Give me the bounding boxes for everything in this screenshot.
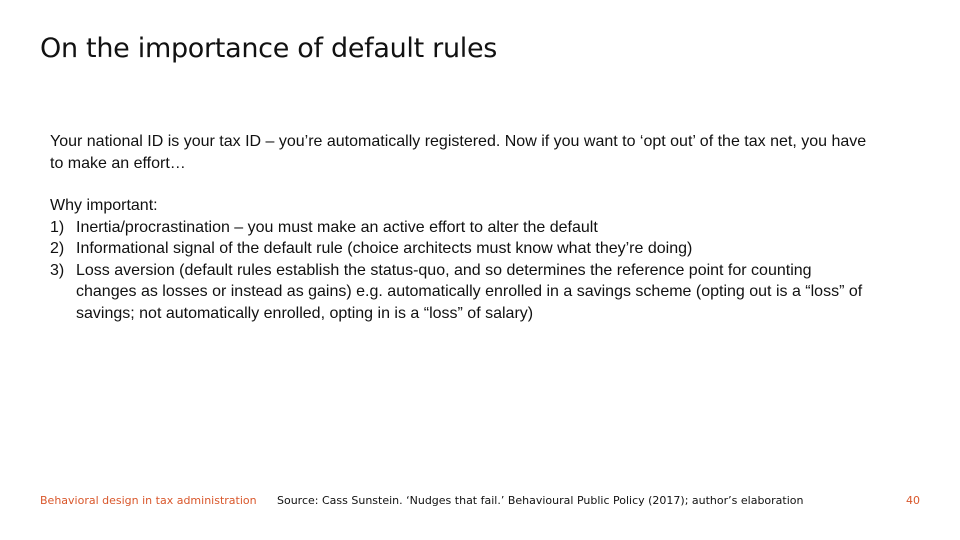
footer-presentation-title: Behavioral design in tax administration xyxy=(40,494,257,507)
footer-source-citation: Source: Cass Sunstein. ‘Nudges that fail.’ Behavioural Public Policy (2017); author’s elaboration xyxy=(277,494,804,507)
reason-text: Loss aversion (default rules establish the status-quo, and so determines the reference point for counting changes as losses or instead as gains) e.g. automatically enrolled in a savings scheme (opting out is a “loss” of savings; not automatically enrolled, opting in is a “loss” of salary) xyxy=(76,261,863,322)
slide-body xyxy=(50,131,870,324)
reason-item xyxy=(50,217,870,239)
intro-paragraph: Your national ID is your tax ID – you’re automatically registered. Now if you want to ‘opt out’ of the tax net, you have to make an effort… xyxy=(50,133,867,172)
reason-item xyxy=(50,260,870,325)
why-important-label: Why important: xyxy=(50,197,158,214)
slide-title: On the importance of default rules xyxy=(40,33,498,64)
reason-number: 2) xyxy=(50,240,65,257)
reason-text: Informational signal of the default rule (choice architects must know what they’re doing) xyxy=(76,240,693,257)
page-number: 40 xyxy=(906,494,920,507)
reason-item xyxy=(50,238,870,260)
reason-number: 1) xyxy=(50,218,65,236)
reason-number: 3) xyxy=(50,261,65,279)
reason-text: Inertia/procrastination – you must make an active effort to alter the default xyxy=(76,218,598,236)
reasons-list xyxy=(50,217,870,325)
